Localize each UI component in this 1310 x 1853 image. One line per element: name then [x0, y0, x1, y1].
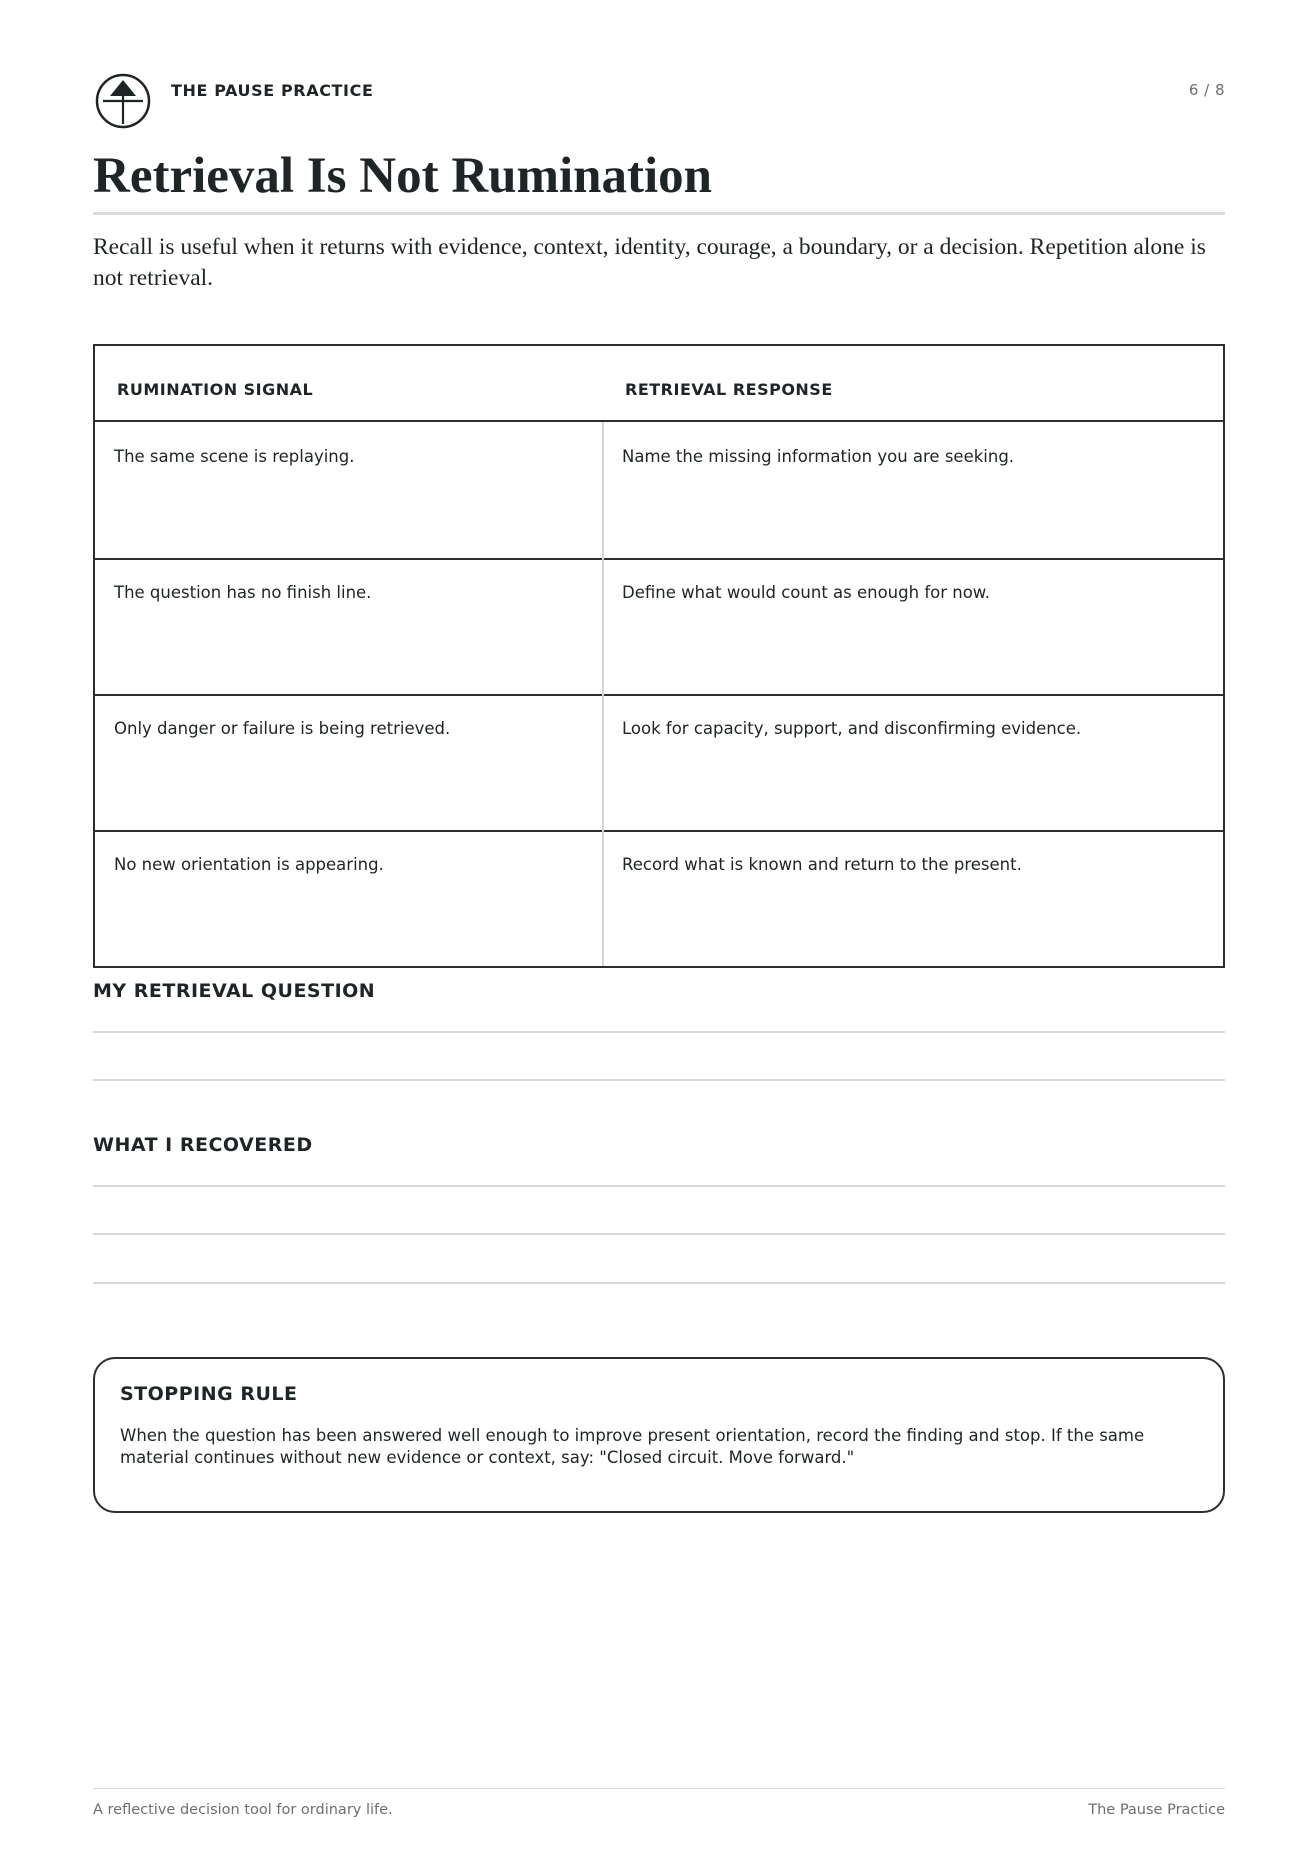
response-cell: Define what would count as enough for now.: [622, 583, 991, 602]
stopping-rule-title: STOPPING RULE: [120, 1383, 298, 1405]
retrieval-question-label: MY RETRIEVAL QUESTION: [93, 980, 376, 1002]
table-header: [95, 346, 1223, 422]
signal-cell: Only danger or failure is being retrieved.: [114, 719, 451, 738]
response-cell: Record what is known and return to the present.: [622, 855, 1022, 874]
worksheet-page: [93, 0, 1225, 1853]
brand-name: THE PAUSE PRACTICE: [171, 81, 374, 100]
intro-paragraph: Recall is useful when it returns with evidence, context, identity, courage, a boundary, or a decision. Repetition alone is not retrieval.: [93, 234, 1206, 291]
column-header-response: RETRIEVAL RESPONSE: [625, 380, 833, 399]
table-row: [95, 694, 1223, 832]
signal-cell: The question has no finish line.: [114, 583, 372, 602]
response-cell: Look for capacity, support, and disconfirming evidence.: [622, 719, 1082, 738]
write-line[interactable]: [93, 1233, 1225, 1235]
signal-response-table: [93, 344, 1225, 968]
page-number: 6 / 8: [1188, 81, 1225, 99]
write-line[interactable]: [93, 1282, 1225, 1284]
table-row: [95, 558, 1223, 696]
stopping-rule-text: When the question has been answered well enough to improve present orientation, record the finding and stop. If the same material continues without new evidence or context, say: "Closed circuit. Move forward.": [120, 1426, 1145, 1467]
tree-circle-icon: [95, 72, 151, 130]
write-line[interactable]: [93, 1185, 1225, 1187]
title-divider: [93, 212, 1225, 215]
signal-cell: The same scene is replaying.: [114, 447, 355, 466]
write-line[interactable]: [93, 1079, 1225, 1081]
page-title: Retrieval Is Not Rumination: [93, 148, 713, 204]
table-row: [95, 830, 1223, 966]
stopping-rule-box: [93, 1357, 1225, 1513]
signal-cell: No new orientation is appearing.: [114, 855, 384, 874]
footer-brand: The Pause Practice: [1088, 1802, 1225, 1818]
footer-divider: [93, 1788, 1225, 1789]
column-header-signal: RUMINATION SIGNAL: [117, 380, 314, 399]
footer-tagline: A reflective decision tool for ordinary life.: [93, 1802, 393, 1818]
write-line[interactable]: [93, 1031, 1225, 1033]
page-header: [93, 72, 1225, 132]
column-divider: [602, 422, 604, 966]
table-row: [95, 422, 1223, 560]
response-cell: Name the missing information you are seeking.: [622, 447, 1015, 466]
what-recovered-label: WHAT I RECOVERED: [93, 1134, 313, 1156]
